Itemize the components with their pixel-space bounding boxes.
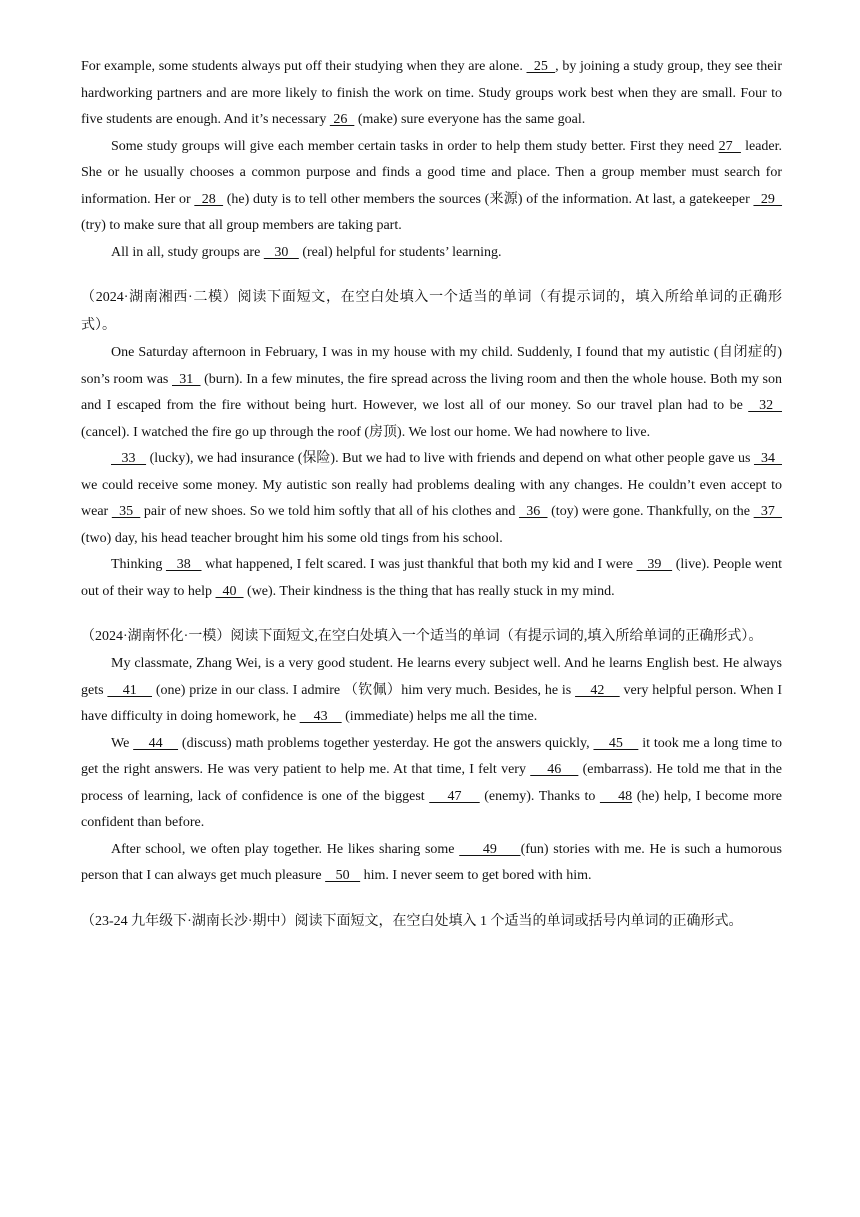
passage-2-paragraph	[81, 340, 782, 446]
answer-blank: 49	[459, 841, 521, 857]
passage-2-paragraph	[81, 446, 782, 552]
answer-blank: 30	[263, 244, 299, 260]
answer-blank: 29	[753, 191, 783, 207]
answer-blank: 35	[111, 504, 141, 519]
passage-text: After school, we often play together. He likes sharing some	[111, 841, 460, 857]
answer-blank: 28	[194, 191, 224, 207]
passage-text: him. I never seem to get bored with him.	[360, 868, 592, 883]
passage-text: (discuss) math problems together yesterday. He got the answers quickly,	[178, 735, 594, 751]
passage-1-paragraph	[81, 54, 782, 134]
passage-1-paragraph	[81, 240, 782, 267]
passage-text: , by joining a study group, they see their hardworking partners and are more likely to finish the work on time. Study groups work best when they are small. Four to five students are enough. And it’s necessary	[81, 59, 782, 127]
passage-4-instruction: （23-24 九年级下·湖南长沙·期中）阅读下面短文，在空白处填入 1 个适当的单词或括号内单词的正确形式。	[81, 913, 743, 929]
answer-blank: 26	[329, 112, 355, 127]
passage-text: (make) sure everyone has the same goal.	[354, 112, 586, 127]
passage-text: (lucky), we had insurance (保险). But we had to live with friends and depend on what other people gave us	[146, 451, 754, 466]
passage-text: (immediate) helps me all the time.	[341, 709, 538, 724]
answer-blank: 25	[526, 59, 556, 74]
passage-3	[81, 623, 782, 890]
answer-blank: 47	[429, 788, 480, 804]
answer-blank: 38	[165, 557, 202, 572]
passage-text: (toy) were gone. Thankfully, on the	[547, 504, 754, 519]
passage-text: (cancel). I watched the fire go up through the roof (房顶). We lost our home. We had nowhere to live.	[81, 424, 651, 440]
passage-3-instruction: （2024·湖南怀化·一模）阅读下面短文,在空白处填入一个适当的单词（有提示词的,填入所给单词的正确形式）。	[81, 629, 763, 644]
passage-2	[81, 284, 782, 605]
passage-text: (we). Their kindness is the thing that has really stuck in my mind.	[243, 583, 615, 599]
passage-text: (embarrass). He told me that in the process of learning, lack of confidence is one of the biggest	[81, 762, 782, 804]
answer-blank: 45	[593, 735, 639, 751]
answer-blank: 33	[111, 451, 147, 466]
answer-blank: 37	[753, 504, 783, 519]
passage-text: One Saturday afternoon in February, I was in my house with my child. Suddenly, I found that my autistic (自闭症的) son’s room was	[81, 345, 782, 387]
passage-text: (try) to make sure that all group members are taking part.	[81, 218, 402, 233]
passage-text: All in all, study groups are	[111, 244, 264, 260]
answer-blank: 44	[133, 735, 179, 751]
passage-text: We	[111, 735, 134, 751]
answer-blank: 41	[107, 682, 152, 698]
passage-text: leader. She or he usually chooses a common purpose and finds a good time and place. Then a group member must search for information. Her or	[81, 138, 783, 207]
passage-text: Thinking	[111, 557, 166, 572]
passage-text: what happened, I felt scared. I was just thankful that both my kid and I were	[201, 557, 637, 572]
document-page	[81, 54, 782, 936]
passage-1	[81, 54, 782, 266]
passage-text: For example, some students always put off their studying when they are alone.	[81, 59, 527, 74]
passage-text: (two) day, his head teacher brought him his some old tings from his school.	[81, 530, 503, 546]
passage-text: (he) duty is to tell other members the sources (来源) of the information. At last, a gatekeeper	[223, 191, 754, 207]
passage-text: (real) helpful for students’ learning.	[298, 244, 502, 260]
passage-text: we could receive some money. My autistic son really had problems dealing with any changes. He couldn’t even accept to wear	[81, 477, 782, 519]
passage-text: (live). People went out of their way to help	[81, 557, 783, 599]
answer-blank: 48	[599, 788, 633, 804]
passage-text: very helpful person. When I have difficulty in doing homework, he	[81, 682, 782, 724]
answer-blank: 50	[325, 868, 361, 883]
answer-blank: 34	[753, 451, 782, 466]
passage-text: (fun) stories with me. He is such a humorous person that I can always get much pleasure	[81, 841, 782, 883]
passage-text: My classmate, Zhang Wei, is a very good student. He learns every subject well. And he learns English best. He always gets	[81, 656, 782, 698]
passage-text: it took me a long time to get the right answers. He was very patient to help me. At that time, I felt very	[81, 735, 783, 777]
passage-3-paragraph	[81, 837, 782, 890]
answer-blank: 43	[299, 709, 342, 724]
answer-blank: 31	[172, 371, 201, 387]
answer-blank: 42	[575, 682, 620, 698]
passage-text: (one) prize in our class. I admire （钦佩）him very much. Besides, he is	[152, 682, 576, 698]
answer-blank: 36	[519, 504, 548, 519]
passage-2-paragraph	[81, 552, 782, 605]
answer-blank: 32	[748, 398, 782, 413]
passage-text: (enemy). Thanks to	[479, 788, 600, 804]
passage-text: Some study groups will give each member certain tasks in order to help them study better. First they need	[111, 138, 719, 154]
passage-2-instruction: （2024·湖南湘西·二模）阅读下面短文，在空白处填入一个适当的单词（有提示词的，填入所给单词的正确形式）。	[81, 290, 782, 333]
passage-text: (burn). In a few minutes, the fire spread across the living room and then the whole house. Both my son and I escaped from the fire without being hurt. However, we lost all of our money. So our travel plan had to be	[81, 371, 782, 413]
passage-1-paragraph	[81, 134, 782, 240]
answer-blank: 46	[530, 762, 579, 777]
answer-blank: 39	[636, 557, 673, 572]
passage-3-paragraph	[81, 731, 782, 837]
passage-3-paragraph	[81, 651, 782, 731]
answer-blank: 27	[718, 138, 741, 154]
answer-blank: 40	[215, 583, 244, 599]
passage-4	[81, 908, 782, 936]
passage-text: pair of new shoes. So we told him softly that all of his clothes and	[140, 504, 520, 519]
passage-text: (he) help, I become more confident than before.	[81, 788, 783, 830]
